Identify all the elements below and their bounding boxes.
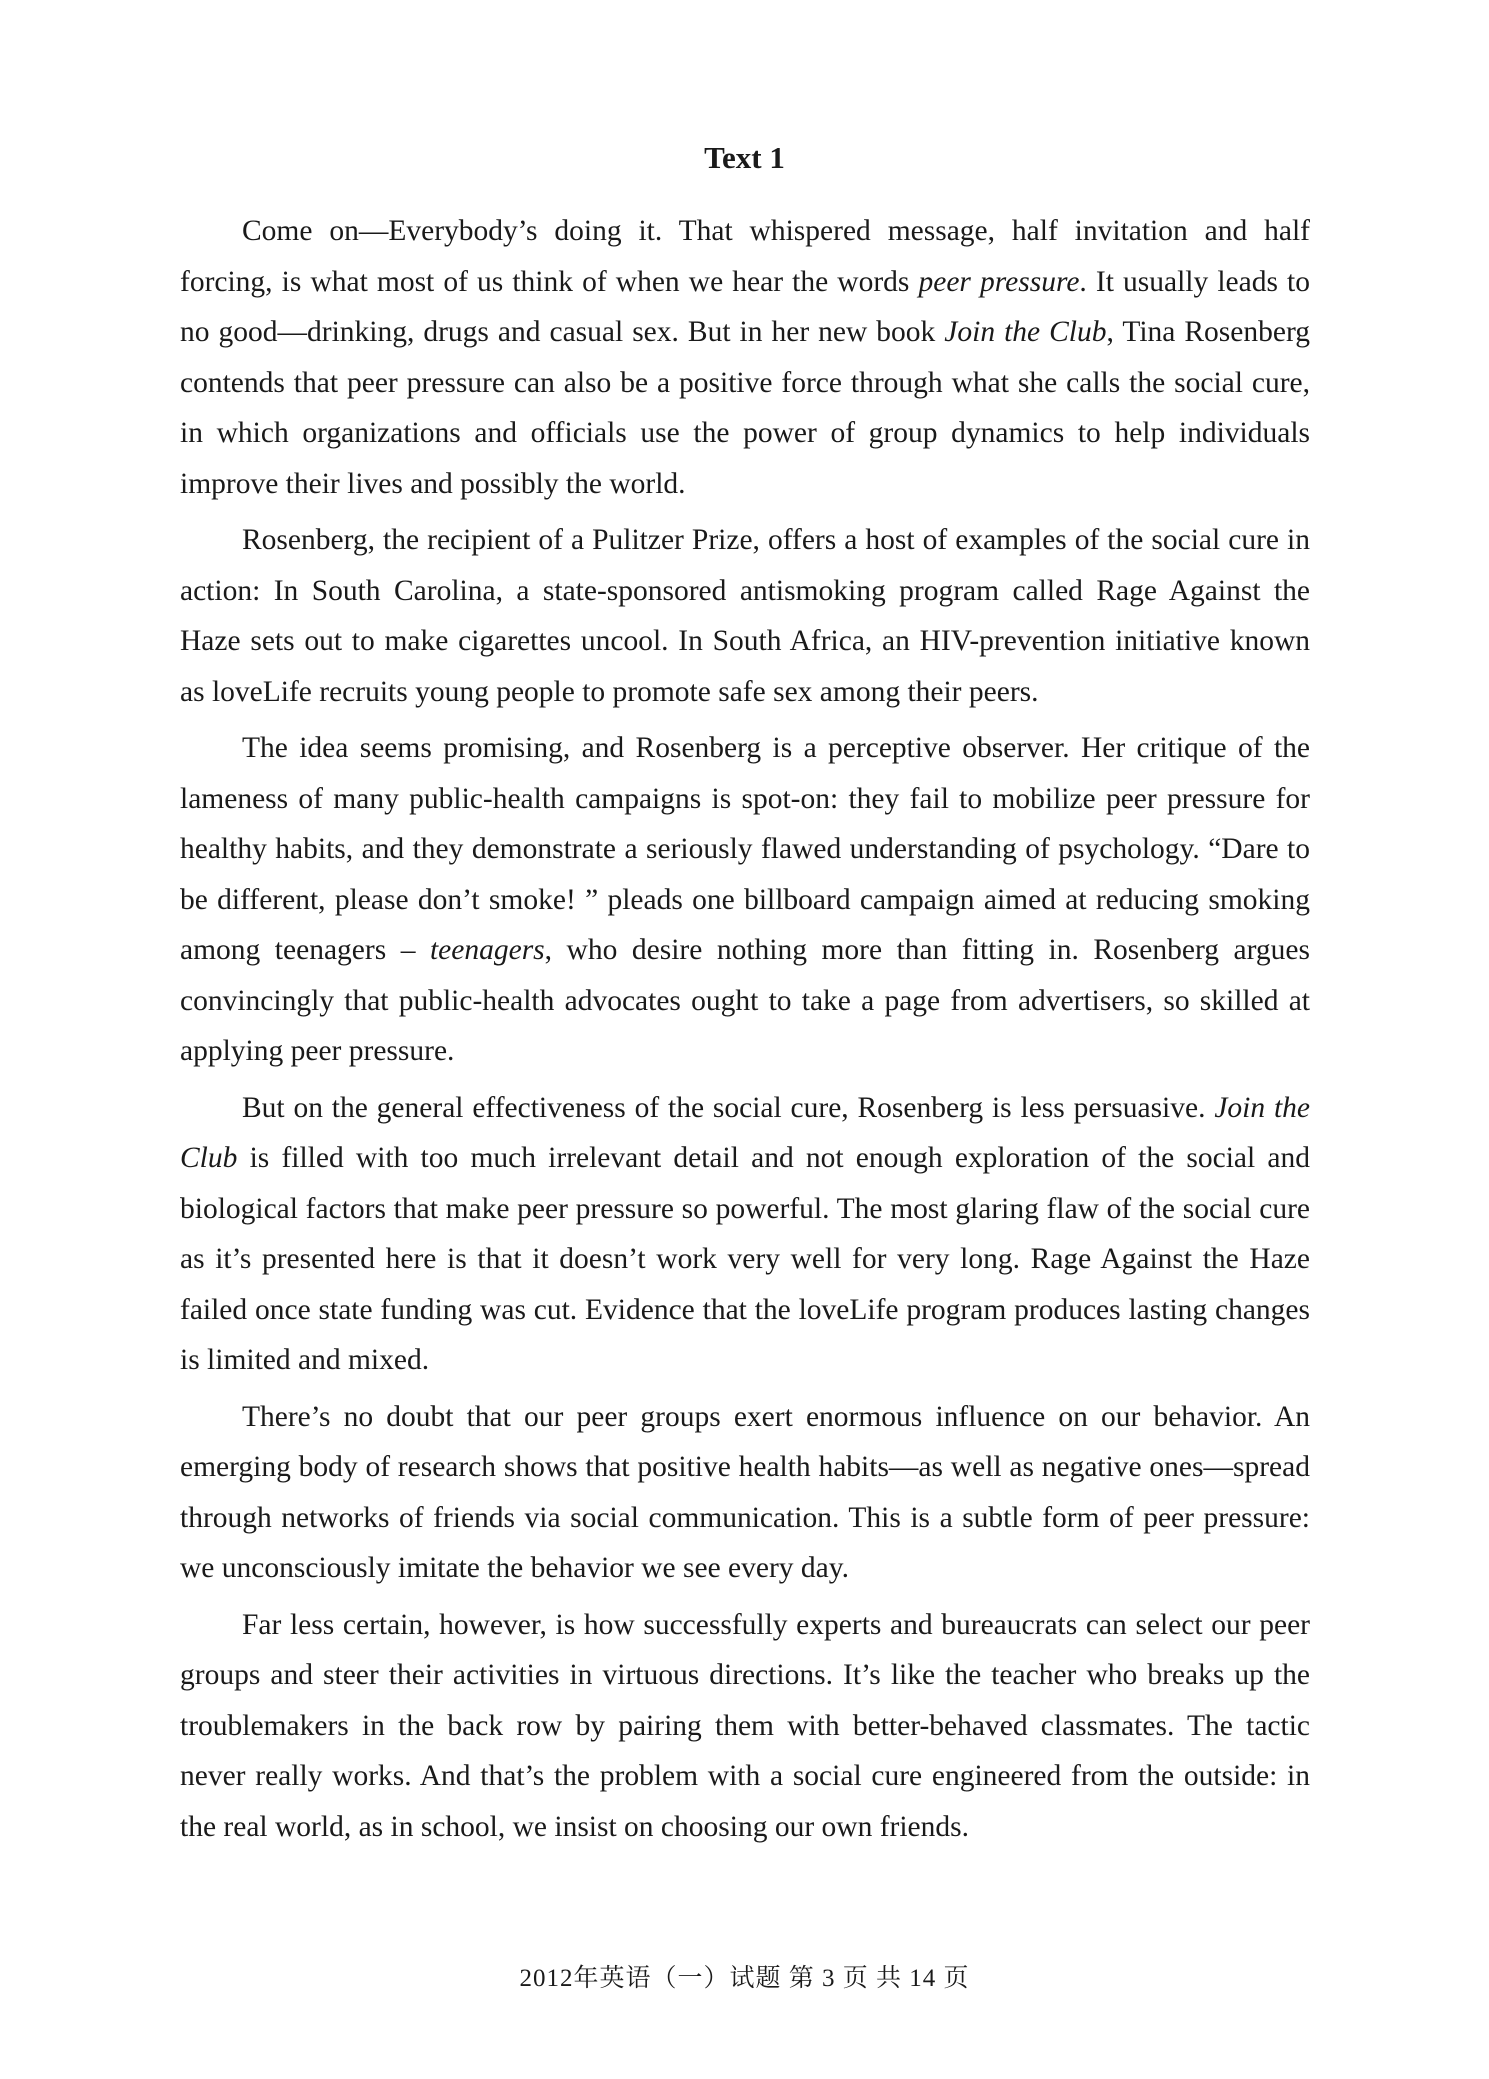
paragraph-2-text: Rosenberg, the recipient of a Pulitzer Prize, offers a host of examples of the social cure in action: In South Carolina, a state-sponsored antismoking program called Rage Against the Haze sets out to make cigarettes uncool. In South Africa, an HIV-prevention initiative known as loveLife recruits young people to promote safe sex among their peers. (180, 524, 1310, 708)
paragraph-1-text-2: . It usually leads to no good—drinking, drugs and casual sex. But in her new book (180, 265, 1310, 348)
paragraph-1-text-1: Come on—Everybody’s doing it. That whispered message, half invitation and half forcing, is what most of us think of when we hear the words (180, 215, 1310, 298)
paragraph-4-text-1: But on the general effectiveness of the social cure, Rosenberg is less persuasive. (242, 1091, 1215, 1124)
paragraph-1-text-3: , Tina Rosenberg contends that peer pressure can also be a positive force through what she calls the social cure, in which organizations and officials use the power of group dynamics to help individuals improve their lives and possibly the world. (180, 316, 1311, 500)
page-footer: 2012年英语（一）试题 第 3 页 共 14 页 (519, 1965, 970, 1992)
paragraph-4-text-2: is filled with too much irrelevant detail and not enough exploration of the social and biological factors that make peer pressure so powerful. The most glaring flaw of the social cure as it’s presented here is that it doesn’t work very well for very long. Rage Against the Haze failed once state funding was cut. Evidence that the loveLife program produces lasting changes is limited and mixed. (180, 1142, 1310, 1376)
paragraph-5-text: There’s no doubt that our peer groups exert enormous influence on our behavior. An emerging body of research shows that positive health habits—as well as negative ones—spread through networks of friends via social communication. This is a subtle form of peer pressure: we unconsciously imitate the behavior we see every day. (180, 1400, 1310, 1584)
paragraph-1 (180, 206, 1310, 509)
paragraph-6 (180, 1600, 1310, 1853)
paragraph-6-text: Far less certain, however, is how successfully experts and bureaucrats can select our peer groups and steer their activities in virtuous directions. It’s like the teacher who breaks up the troublemakers in the back row by pairing them with better-behaved classmates. The tactic never really works. And that’s the problem with a social cure engineered from the outside: in the real world, as in school, we insist on choosing our own friends. (180, 1608, 1310, 1843)
paragraph-4-italic-book-title: Join the Club (180, 1091, 1310, 1174)
paragraph-3 (180, 723, 1310, 1077)
paragraph-3-italic-teenagers: teenagers (429, 934, 545, 966)
paragraph-5 (180, 1392, 1310, 1594)
paragraph-1-italic-peer-pressure: peer pressure (918, 265, 1080, 298)
article-body (180, 206, 1310, 1858)
paragraph-4 (180, 1083, 1310, 1386)
paragraph-1-italic-book-title: Join the Club (944, 316, 1107, 348)
paragraph-2 (180, 515, 1310, 717)
paragraph-3-text-2: , who desire nothing more than fitting in. Rosenberg argues convincingly that public-health advocates ought to take a page from advertisers, so skilled at applying peer pressure. (180, 934, 1310, 1067)
document-title: Text 1 (704, 140, 785, 175)
paragraph-3-text-1: The idea seems promising, and Rosenberg is a perceptive observer. Her critique of the lameness of many public-health campaigns is spot-on: they fail to mobilize peer pressure for healthy habits, and they demonstrate a seriously flawed understanding of psychology. “Dare to be different, please don’t smoke! ” pleads one billboard campaign aimed at reducing smoking among teenagers – (180, 732, 1310, 966)
